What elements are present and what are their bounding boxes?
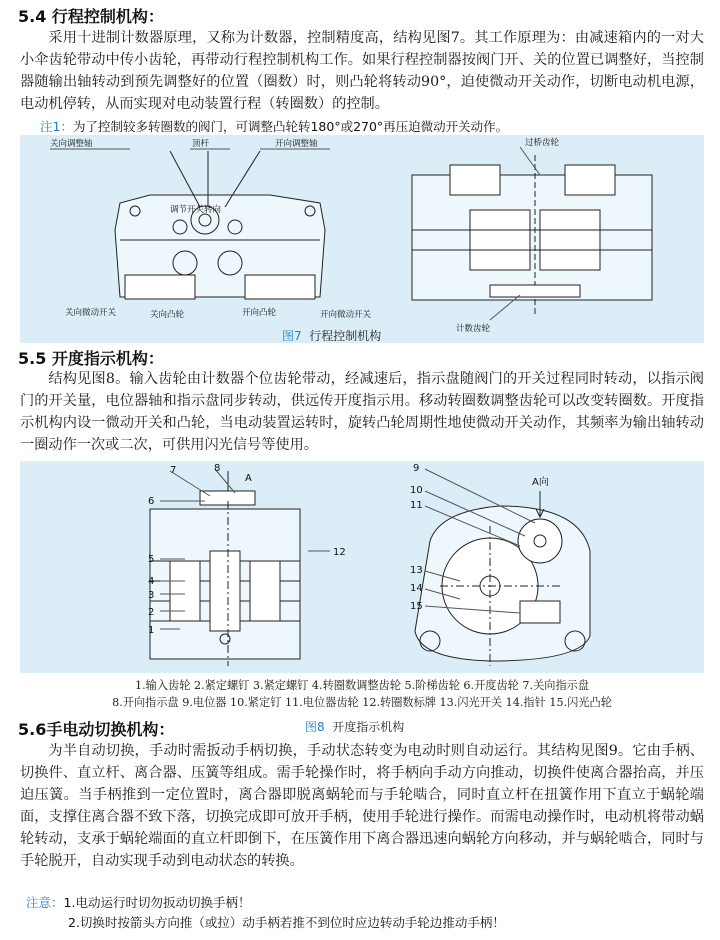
figure-8-view-a: A向: [532, 477, 549, 488]
label-open-cam: 开向凸轮: [242, 308, 277, 318]
section-5-6-note-1: [26, 893, 250, 911]
figure-7-title: 行程控制机构: [309, 329, 382, 343]
label-open-shaft: 开向调整轴: [275, 139, 318, 149]
label-close-switch: 关向微动开关: [65, 308, 117, 318]
figure-8-arrow-a: A: [245, 473, 252, 484]
figure-7-panel: [20, 135, 704, 343]
label-open-switch: 开向微动开关: [320, 310, 372, 320]
figure-7-caption: [282, 327, 381, 344]
label-count-gear: 计数齿轮: [456, 324, 491, 334]
caution-text-1: 1.电动运行时切勿扳动切换手柄！: [63, 895, 251, 910]
figure-8-number: 图8: [305, 720, 325, 734]
label-push-rod: 顶杆: [192, 139, 210, 149]
figure-8-caption: [305, 718, 404, 735]
figure-8-panel: [20, 461, 704, 673]
figure-7-drawing: [20, 135, 704, 343]
callout-12: 12: [333, 547, 346, 558]
section-5-4-paragraph: 采用十进制计数器原理，又称为计数器，控制精度高，结构见图7。其工作原理为：由减速箱内的一对大小伞齿轮带动中传小齿轮，再带动行程控制机构工作。如果行程控制器按阀门开、关的位置已调整好，当控制器随输出轴转动到预先调整好的位置（圈数）时，则凸轮将转动90°，迫使微动开关动作，切断电动机电源，电动机停转，从而实现对电动装置行程（转圈数）的控制。: [20, 30, 704, 112]
section-5-4-heading: 5.4 行程控制机构：: [18, 7, 164, 26]
callout-8: 8: [214, 463, 221, 474]
section-5-6-heading: 5.6手电动切换机构：: [18, 720, 175, 739]
figure-8-legend: [20, 677, 704, 711]
label-close-cam: 关向凸轮: [150, 310, 185, 320]
note-text: 为了控制较多转圈数的阀门，可调整凸轮转180°或270°再压迫微动开关动作。: [72, 119, 509, 134]
callout-6: 6: [148, 496, 155, 507]
callout-1: 1: [148, 625, 155, 636]
figure-7-number: 图7: [282, 329, 302, 343]
callout-10: 10: [410, 485, 423, 496]
note-tag: 注1：: [40, 119, 73, 134]
callout-4: 4: [148, 576, 155, 587]
label-close-shaft: 关向调整轴: [50, 139, 93, 149]
callout-13: 13: [410, 565, 423, 576]
section-5-6-paragraph: 为半自动切换，手动时需扳动手柄切换，手动状态转变为电动时则自动运行。其结构见图9。它由手柄、切换件、直立杆、离合器、压簧等组成。需手轮操作时，将手柄向手动方向推动，切换件使离合器抬高，并压迫压簧。当手柄推到一定位置时，离合器即脱离蜗轮而与手轮啮合，同时直立杆在扭簧作用下直立于蜗轮端面，支撑住离合器不致下落，切换完成即可放开手柄，使用手轮进行操作。而需电动操作时，电动机将带动蜗轮转动，支承于蜗轮端面的直立杆即倒下，在压簧作用下离合器迅速向蜗轮方向移动，并与蜗轮啮合，同时与手轮脱开，自动实现手动到电动状态的转换。: [20, 743, 704, 869]
callout-9: 9: [413, 463, 420, 474]
section-5-6-note-2: 2.切换时按箭头方向推（或拉）动手柄若推不到位时应边转动手轮边推动手柄！: [68, 915, 505, 930]
callout-5: 5: [148, 554, 155, 565]
legend-line-2: 8.开向指示盘 9.电位器 10.紧定钉 11.电位器齿轮 12.转圈数标牌 13.闪光开关 14.指针 15.闪光凸轮: [112, 696, 612, 709]
callout-7: 7: [170, 465, 177, 476]
legend-line-1: 1.输入齿轮 2.紧定螺钉 3.紧定螺钉 4.转圈数调整齿轮 5.阶梯齿轮 6.开度齿轮 7.关向指示盘: [134, 679, 590, 692]
callout-3: 3: [148, 590, 155, 601]
callout-14: 14: [410, 583, 423, 594]
callout-2: 2: [148, 607, 155, 618]
callout-15: 15: [410, 601, 423, 612]
figure-8-title: 开度指示机构: [332, 720, 405, 734]
label-adjust-direction: 调节开关转向: [170, 205, 222, 215]
section-5-5-paragraph: 结构见图8。输入齿轮由计数器个位齿轮带动，经减速后，指示盘随阀门的开关过程同时转动，以指示阀门的开关量，电位器轴和指示盘同步转动，供远传开度指示用。移动转圈数调整齿轮可以改变转圈数。开度指示机构内设一微动开关和凸轮，当电动装置运转时，旋转凸轮周期性地使微动开关动作，其频率为输出轴转动一圈动作一次或二次，可供用闪光信号等使用。: [20, 371, 704, 453]
caution-tag: 注意：: [26, 895, 64, 910]
callout-11: 11: [410, 500, 423, 511]
section-5-4-note: [40, 117, 508, 135]
label-transit-gear: 过桥齿轮: [525, 138, 560, 148]
figure-8-drawing: [20, 461, 704, 673]
section-5-5-heading: 5.5 开度指示机构：: [18, 349, 164, 368]
